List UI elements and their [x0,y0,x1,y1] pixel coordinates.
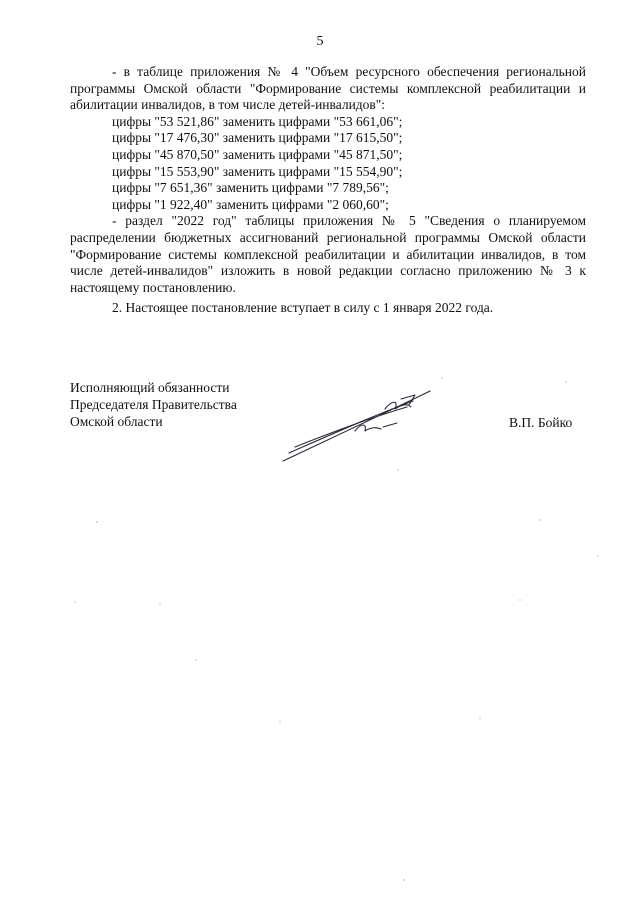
replacement-line: цифры "53 521,86" заменить цифрами "53 661,06"; [112,113,403,129]
document-body [70,64,586,317]
signatory-title-line: Исполняющий обязанности [70,380,230,395]
replacement-line: цифры "45 870,50" заменить цифрами "45 871,50"; [112,146,403,162]
paragraph-table-5: - раздел "2022 год" таблицы приложения № 5 "Сведения о планируемом распределении бюджетных ассигнований региональной программы Омской области "Формирование системы комплексной реабилитации и абилитации инвалидов, в том числе детей-инвалидов" изложить в новой редакции согласно приложению № 3 к настоящему постановлению. [70,213,586,295]
signatory-title-line: Председателя Правительства [70,397,237,412]
signatory-title [70,379,237,430]
paragraph-table-4: - в таблице приложения № 4 "Объем ресурсного обеспечения региональной программы Омской области "Формирование системы комплексной реабилитации и абилитации инвалидов, в том числе детей-инвалидов": [70,64,586,113]
replacement-line: цифры "7 651,36" заменить цифрами "7 789,56"; [112,180,389,196]
page-number: 5 [316,34,324,49]
paragraph-point-2: 2. Настоящее постановление вступает в силу с 1 января 2022 года. [112,300,494,316]
signatory-title-line: Омской области [70,414,163,429]
replacement-line: цифры "1 922,40" заменить цифрами "2 060,60"; [112,196,389,212]
replacement-line: цифры "15 553,90" заменить цифрами "15 554,90"; [112,163,403,179]
replacement-line: цифры "17 476,30" заменить цифрами "17 615,50"; [112,130,403,146]
signatory-name: В.П. Бойко [509,415,573,430]
handwritten-signature [275,383,445,468]
